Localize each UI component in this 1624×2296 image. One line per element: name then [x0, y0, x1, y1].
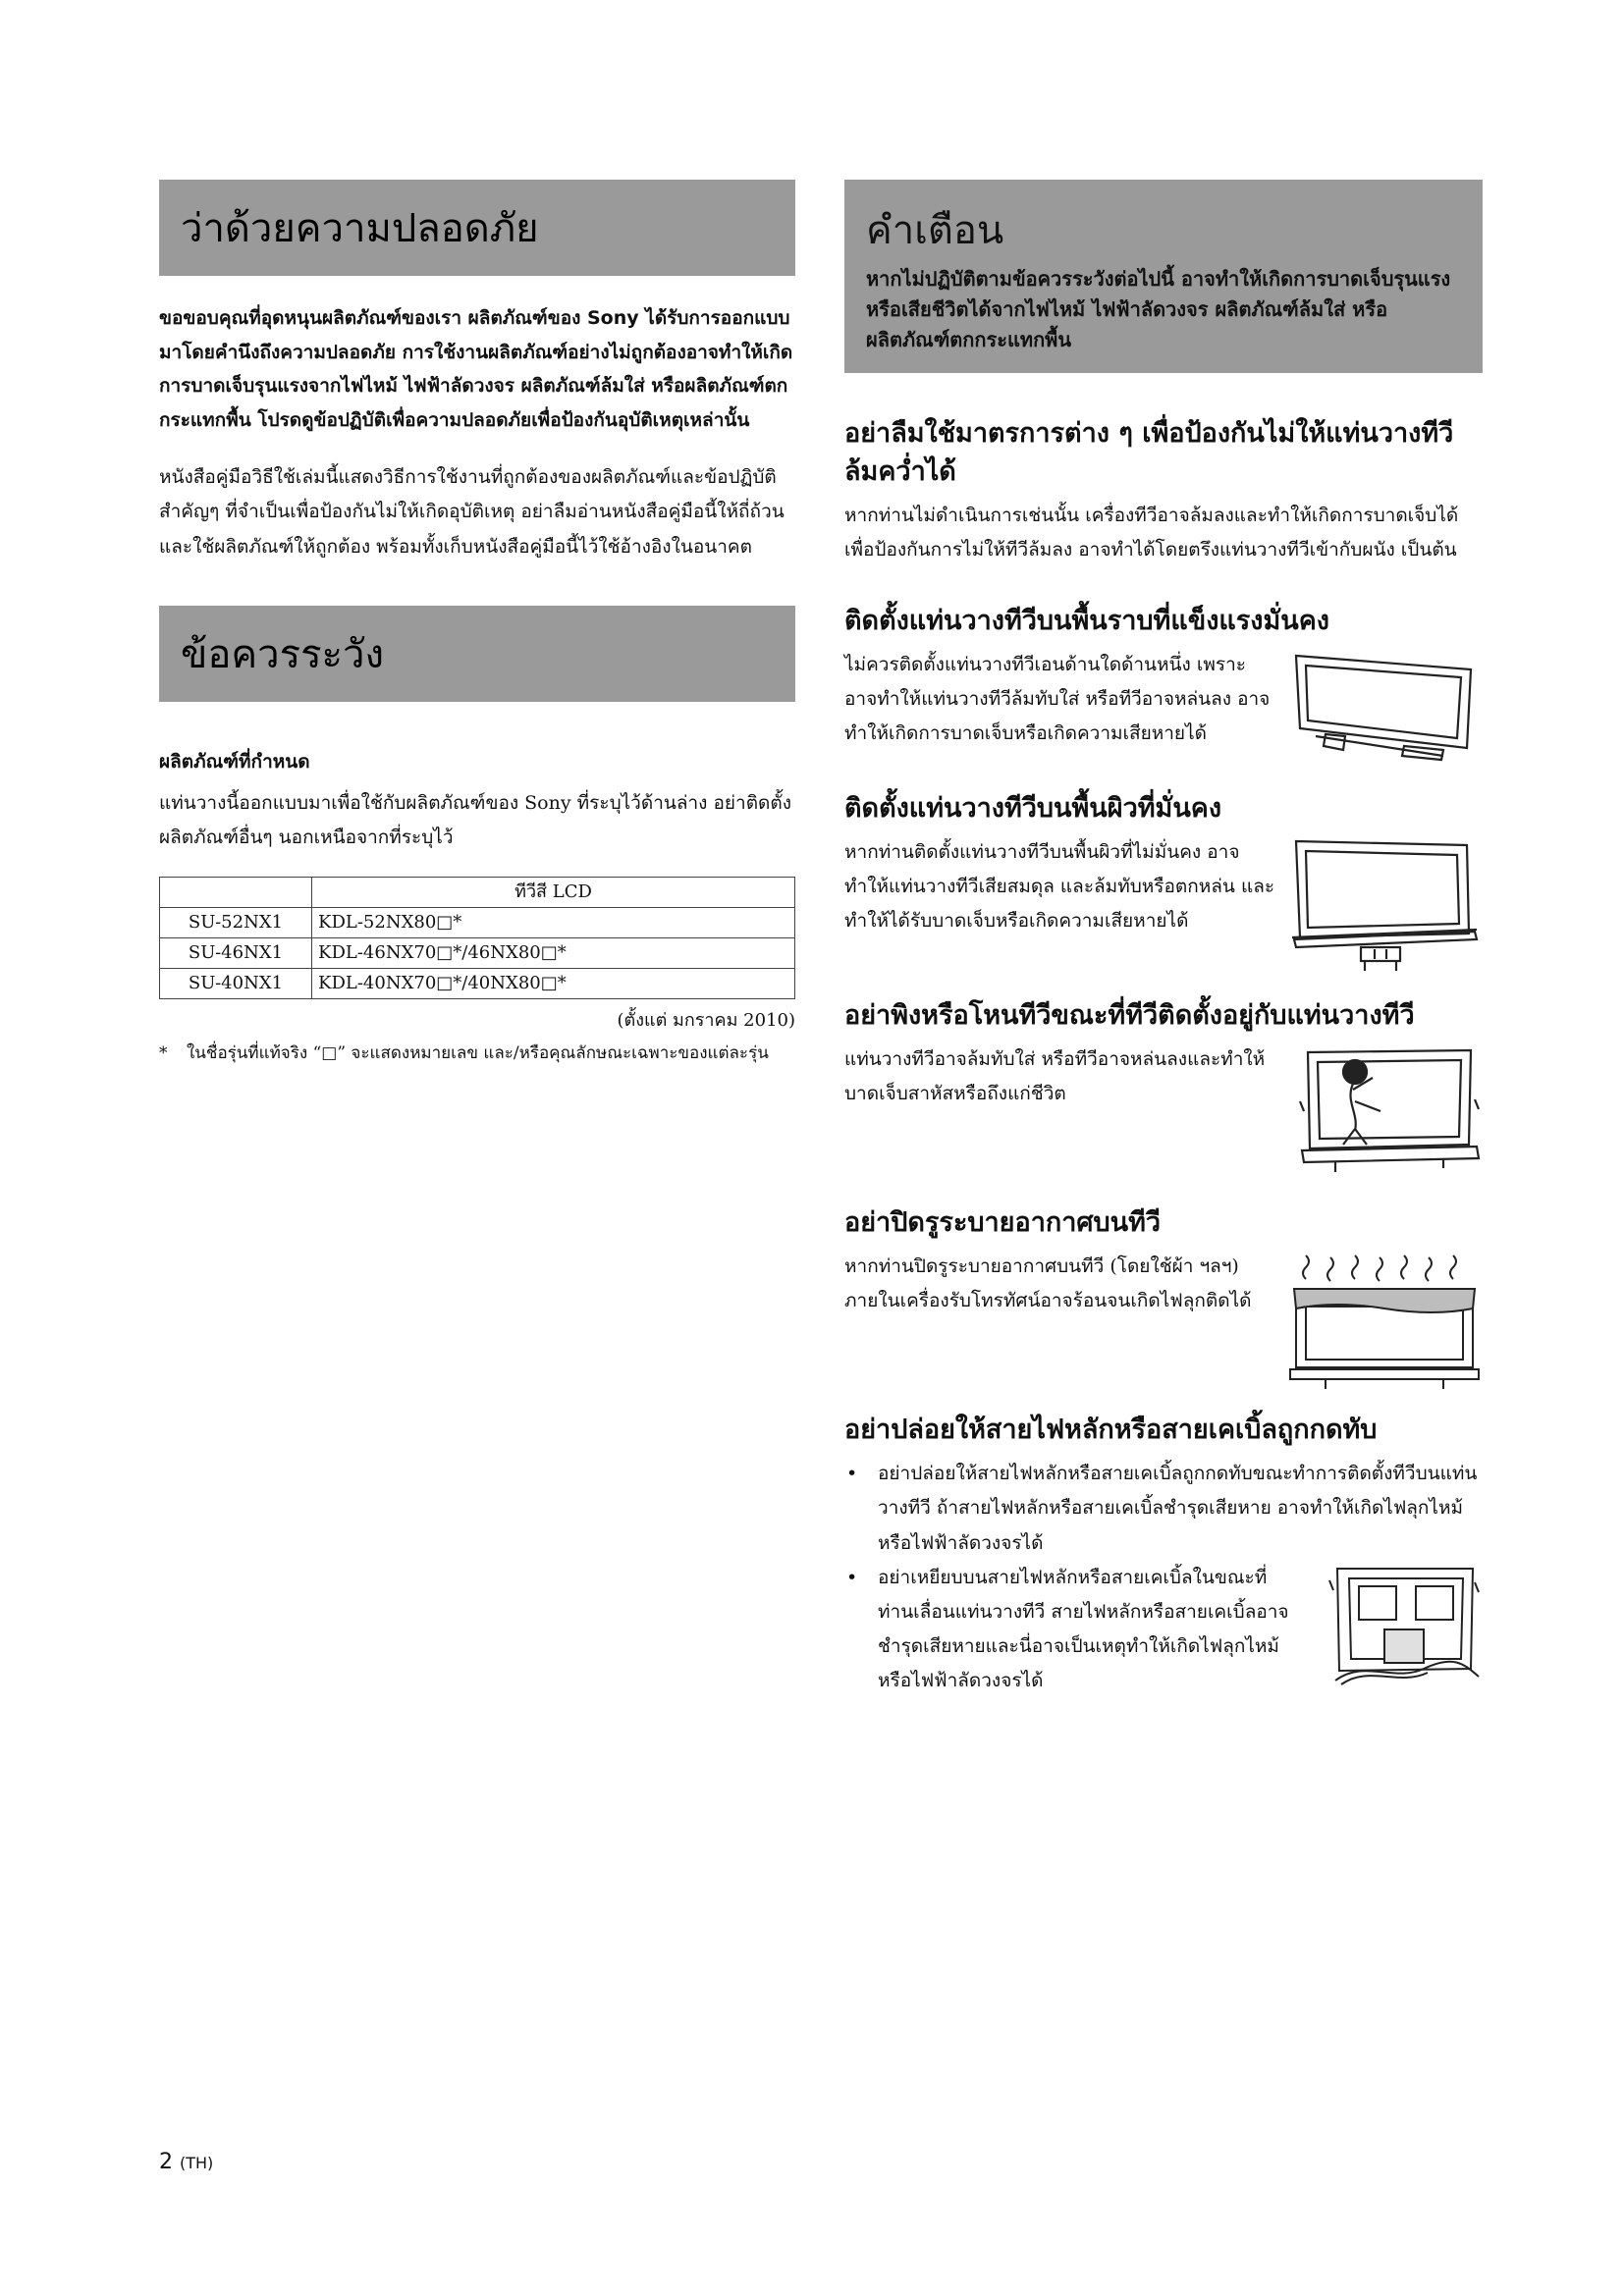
warning-title: คำเตือน	[866, 208, 1004, 253]
unstable-tv-illustration	[1286, 835, 1483, 973]
page-number	[159, 2150, 213, 2174]
page-number-value: 2	[159, 2150, 173, 2174]
right-column	[844, 180, 1483, 1698]
page-language: (TH)	[180, 2154, 214, 2172]
section-vent	[844, 1203, 1483, 1397]
table-row	[160, 938, 795, 969]
section-no-leaning	[844, 996, 1483, 1180]
section-level-floor	[844, 602, 1483, 764]
section-cable	[844, 1411, 1483, 1698]
products-heading: ผลิตภัณฑ์ที่กำหนด	[159, 750, 310, 773]
safety-intro-text: หนังสือคู่มือวิธีใช้เล่มนี้แสดงวิธีการใช้งานที่ถูกต้องของผลิตภัณฑ์และข้อปฏิบัติสำคัญๆ ที่จำเป็นเพื่อป้องกันไม่ให้เกิดอุบัติเหตุ อย่าลืมอ่านหนังสือคู่มือนี้ให้ถี่ถ้วนและใช้ผลิตภัณฑ์ให้ถูกต้อง พร้อมทั้งเก็บหนังสือคู่มือนี้ไว้ใช้อ้างอิงในอนาคต	[159, 466, 785, 558]
warning-box	[844, 180, 1483, 373]
date-note: (ตั้งแต่ มกราคม 2010)	[617, 1010, 795, 1032]
section-title: ติดตั้งแท่นวางทีวีบนพื้นราบที่แข็งแรงมั่นคง	[844, 605, 1329, 636]
tv-model: KDL-52NX80□*	[312, 908, 795, 938]
table-header-row	[160, 878, 795, 908]
warning-text: หากไม่ปฏิบัติตามข้อควรระวังต่อไปนี้ อาจทำให้เกิดการบาดเจ็บรุนแรงหรือเสียชีวิตได้จากไฟไหม้ ไฟฟ้าลัดวงจร ผลิตภัณฑ์ล้มใส่ หรือผลิตภัณฑ์ตกกระแทกพื้น	[866, 267, 1451, 351]
stand-model: SU-46NX1	[160, 938, 312, 969]
stand-model: SU-52NX1	[160, 908, 312, 938]
cable-pinched-illustration	[1326, 1561, 1483, 1688]
section-body: ไม่ควรติดตั้งแท่นวางทีวีเอนด้านใดด้านหนึ่ง เพราะอาจทำให้แท่นวางทีวีล้มทับใส่ หรือทีวีอาจหล่นลง อาจทำให้เกิดการบาดเจ็บหรือเกิดความเสียหายได้	[844, 653, 1271, 744]
tilted-tv-illustration	[1286, 648, 1483, 764]
footnote-text: ในชื่อรุ่นที่แท้จริง “□” จะแสดงหมายเลข และ/หรือคุณลักษณะเฉพาะของแต่ละรุ่น	[187, 1043, 769, 1064]
footnote-star: *	[159, 1043, 168, 1064]
model-table	[159, 877, 795, 999]
list-item: • อย่าปล่อยให้สายไฟหลักหรือสายเคเบิ้ลถูกกดทับขณะทำการติดตั้งทีวีบนแท่นวางทีวี ถ้าสายไฟหลักหรือสายเคเบิ้ลชำรุดเสียหาย อาจทำให้เกิดไฟลุกไหม้หรือไฟฟ้าลัดวงจรได้	[844, 1457, 1483, 1560]
safety-intro-bold: ขอขอบคุณที่อุดหนุนผลิตภัณฑ์ของเรา ผลิตภัณฑ์ของ Sony ได้รับการออกแบบมาโดยคำนึงถึงความปลอดภัย การใช้งานผลิตภัณฑ์อย่างไม่ถูกต้องอาจทำให้เกิดการบาดเจ็บรุนแรงจากไฟไหม้ ไฟฟ้าลัดวงจร ผลิตภัณฑ์ล้มใส่ หรือผลิตภัณฑ์ตกกระแทกพื้น โปรดดูข้อปฏิบัติเพื่อความปลอดภัยเพื่อป้องกันอุบัติเหตุเหล่านั้น	[159, 307, 793, 431]
section-body: หากท่านไม่ดำเนินการเช่นนั้น เครื่องทีวีอาจล้มลงและทำให้เกิดการบาดเจ็บได้ เพื่อป้องกันการไม่ให้ทีวีล้มลง อาจทำได้โดยตรึงแท่นวางทีวีเข้ากับผนัง เป็นต้น	[844, 505, 1459, 561]
table-row	[160, 908, 795, 938]
precaution-title: ข้อควรระวัง	[159, 606, 795, 702]
section-title: อย่าปิดรูระบายอากาศบนทีวี	[844, 1206, 1162, 1238]
table-header: ทีวีสี LCD	[312, 878, 795, 908]
section-body: แท่นวางทีวีอาจล้มทับใส่ หรือทีวีอาจหล่นลงและทำให้บาดเจ็บสาหัสหรือถึงแก่ชีวิต	[844, 1047, 1266, 1105]
section-body: หากท่านติดตั้งแท่นวางทีวีบนพื้นผิวที่ไม่มั่นคง อาจทำให้แท่นวางทีวีเสียสมดุล และล้มทับหรือตกหล่น และทำให้ได้รับบาดเจ็บหรือเกิดความเสียหายได้	[844, 840, 1275, 933]
section-title: อย่าลืมใช้มาตรการต่าง ๆ เพื่อป้องกันไม่ให้แท่นวางทีวีล้มคว่ำได้	[844, 418, 1454, 488]
table-header-empty	[160, 878, 312, 908]
safety-title: ว่าด้วยความปลอดภัย	[159, 180, 795, 276]
section-title: อย่าปล่อยให้สายไฟหลักหรือสายเคเบิ้ลถูกกดทับ	[844, 1415, 1378, 1446]
tv-model: KDL-40NX70□*/40NX80□*	[312, 969, 795, 999]
cable-bullet-list-2	[844, 1561, 1296, 1699]
left-column	[159, 180, 795, 1070]
table-row	[160, 969, 795, 999]
vent-covered-illustration	[1286, 1250, 1483, 1397]
tv-model: KDL-46NX70□*/46NX80□*	[312, 938, 795, 969]
child-hanging-illustration	[1296, 1042, 1483, 1180]
footnote	[159, 1038, 795, 1069]
stand-model: SU-40NX1	[160, 969, 312, 999]
list-item: • อย่าเหยียบบนสายไฟหลักหรือสายเคเบิ้ลในขณะที่ท่านเลื่อนแท่นวางทีวี สายไฟหลักหรือสายเคเบิ้ลอาจชำรุดเสียหายและนี่อาจเป็นเหตุทำให้เกิดไฟลุกไหม้หรือไฟฟ้าลัดวงจรได้	[844, 1561, 1296, 1699]
cable-bullet-list	[844, 1457, 1483, 1560]
section-title: อย่าพิงหรือโหนทีวีขณะที่ทีวีติดตั้งอยู่กับแท่นวางทีวี	[844, 999, 1415, 1031]
products-text: แท่นวางนี้ออกแบบมาเพื่อใช้กับผลิตภัณฑ์ของ Sony ที่ระบุไว้ด้านล่าง อย่าติดตั้งผลิตภัณฑ์อื่นๆ นอกเหนือจากที่ระบุไว้	[159, 791, 791, 848]
section-title: ติดตั้งแท่นวางทีวีบนพื้นผิวที่มั่นคง	[844, 792, 1222, 824]
section-body: หากท่านปิดรูระบายอากาศบนทีวี (โดยใช้ผ้า ฯลฯ) ภายในเครื่องรับโทรทัศน์อาจร้อนจนเกิดไฟลุกติดได้	[844, 1255, 1252, 1312]
section-anti-tip	[844, 414, 1483, 568]
section-stable-surface	[844, 789, 1483, 973]
